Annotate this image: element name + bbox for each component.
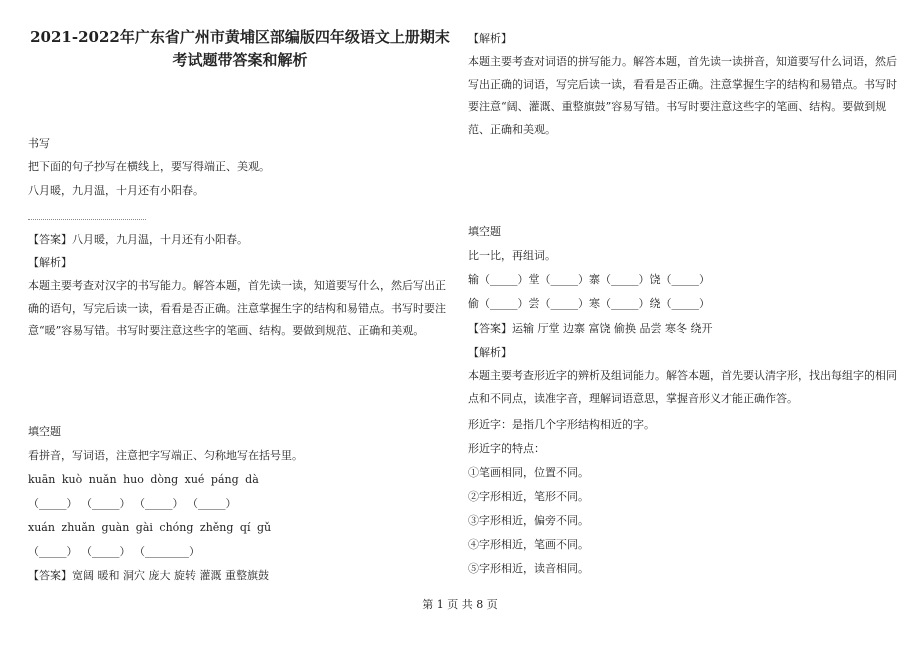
q1-sentence: 八月暖，九月温，十月还有小阳春。 [28, 184, 204, 197]
q3-definition: 形近字：是指几个字形结构相近的字。 [468, 418, 655, 431]
q3-features-title: 形近字的特点： [468, 442, 545, 455]
q3-feature-item: ⑤字形相近，读音相同。 [468, 562, 589, 575]
q1-type: 书写 [28, 137, 50, 150]
q2-blanks-row-1: （_____） （_____） （_____） （_____） [28, 497, 237, 510]
q3-feature-item: ①笔画相同，位置不同。 [468, 466, 589, 479]
document-title: 2021-2022年广东省广州市黄埔区部编版四年级语文上册期末考试题带答案和解析 [30, 28, 450, 69]
q2-answer: 【答案】宽阔 暖和 洞穴 庞大 旋转 灌溉 重整旗鼓 [28, 569, 269, 582]
q2-pinyin-row-1: kuān kuò nuǎn huo dòng xué páng dà [28, 473, 259, 486]
q2-type: 填空题 [28, 425, 61, 438]
q3-feature-item: ③字形相近，偏旁不同。 [468, 514, 589, 527]
q2-analysis: 本题主要考查对词语的拼写能力。解答本题，首先读一读拼音，知道要写什么词语，然后写出正确的词语，写完后读一读，看看是否正确。注意掌握生字的结构和易错点。书写时要注意“阔、灌溉、重整旗鼓”容易写错。书写时要注意这些字的笔画、结构。要做到规范、正确和美观。 [468, 55, 897, 136]
q3-feature-item: ④字形相近，笔画不同。 [468, 538, 589, 551]
q3-analysis-label: 【解析】 [468, 346, 512, 359]
q2-instruction: 看拼音，写词语，注意把字写端正、匀称地写在括号里。 [28, 449, 303, 462]
q1-analysis: 本题主要考查对汉字的书写能力。解答本题，首先读一读，知道要写什么，然后写出正确的语句，写完后读一读，看看是否正确。注意掌握生字的结构和易错点。书写时要注意“暖”容易写错。书写时要注意这些字的笔画、结构。要做到规范、正确和美观。 [28, 279, 446, 337]
q2-blanks-row-2: （_____） （_____） （________） [28, 545, 200, 558]
writing-line [28, 219, 146, 220]
q1-analysis-label: 【解析】 [28, 256, 72, 269]
q3-analysis: 本题主要考查形近字的辨析及组词能力。解答本题，首先要认清字形，找出每组字的相同点和不同点，读准字音，理解词语意思，掌握音形义才能正确作答。 [468, 369, 897, 405]
q3-row-1: 输（_____）堂（_____）寨（_____）饶（_____） [468, 273, 710, 286]
page-number-footer: 第 1 页 共 8 页 [422, 598, 498, 611]
q1-answer: 【答案】八月暖，九月温，十月还有小阳春。 [28, 233, 248, 246]
q3-instruction: 比一比，再组词。 [468, 249, 556, 262]
q2-analysis-label: 【解析】 [468, 32, 512, 45]
q3-feature-item: ②字形相近，笔形不同。 [468, 490, 589, 503]
q3-type: 填空题 [468, 225, 501, 238]
q3-answer: 【答案】运输 厅堂 边寨 富饶 偷换 品尝 寒冬 绕开 [468, 322, 713, 335]
q3-row-2: 偷（_____）尝（_____）寒（_____）绕（_____） [468, 297, 710, 310]
q1-instruction: 把下面的句子抄写在横线上，要写得端正、美观。 [28, 160, 270, 173]
q2-pinyin-row-2: xuán zhuǎn guàn gài chóng zhěng qí gǔ [28, 521, 272, 534]
